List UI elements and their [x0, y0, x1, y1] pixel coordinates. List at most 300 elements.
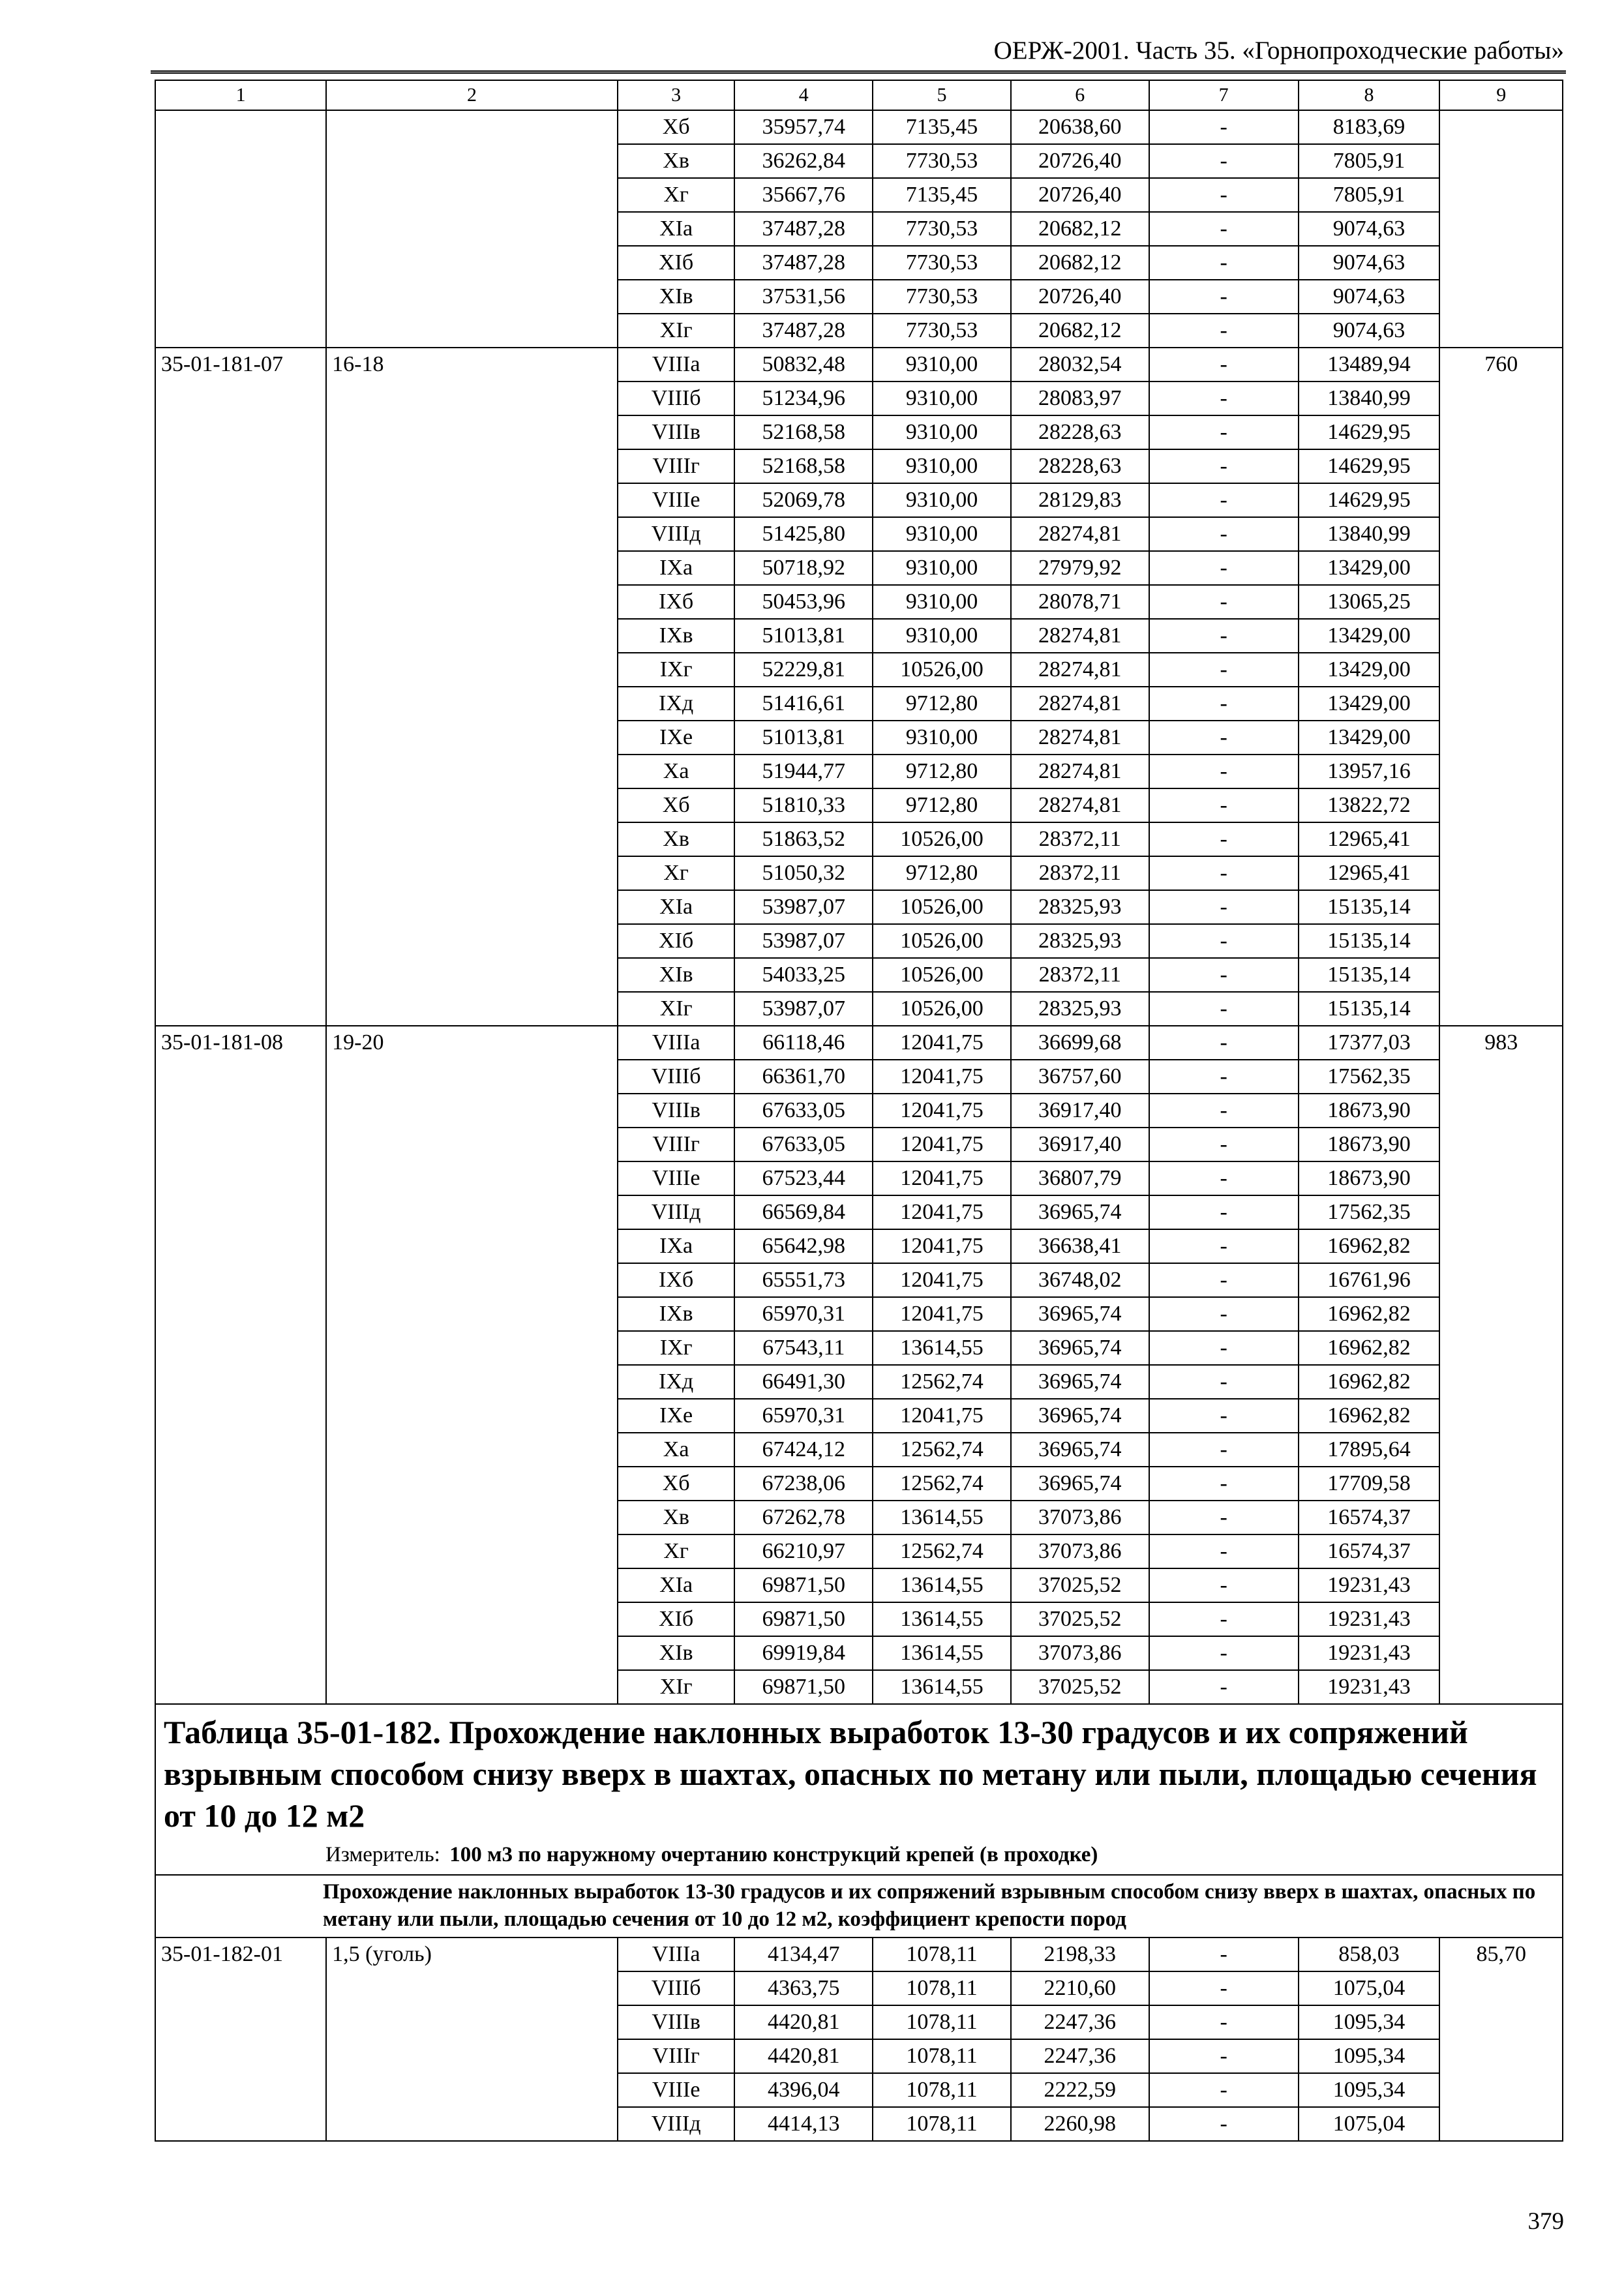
data-cell: 50832,48	[734, 348, 873, 382]
data-cell: 53987,07	[734, 890, 873, 924]
data-cell: 13614,55	[873, 1568, 1011, 1602]
data-cell: 37073,86	[1011, 1534, 1149, 1568]
data-cell: 51234,96	[734, 382, 873, 415]
data-cell: -	[1149, 788, 1299, 822]
data-cell: 16761,96	[1299, 1263, 1440, 1297]
data-cell: Xг	[618, 178, 734, 212]
data-cell: 1075,04	[1299, 2107, 1440, 2141]
data-cell: IXд	[618, 1365, 734, 1399]
data-cell: 13957,16	[1299, 755, 1440, 788]
data-cell: 9310,00	[873, 585, 1011, 619]
data-cell: 66491,30	[734, 1365, 873, 1399]
data-cell: 17562,35	[1299, 1195, 1440, 1229]
table-body-182	[155, 1937, 1563, 2141]
data-cell: 12562,74	[873, 1365, 1011, 1399]
data-cell: IXб	[618, 1263, 734, 1297]
data-cell: 13614,55	[873, 1602, 1011, 1636]
data-cell: 52069,78	[734, 483, 873, 517]
data-cell: 4134,47	[734, 1937, 873, 1971]
data-cell: 1095,34	[1299, 2039, 1440, 2073]
data-cell: 15135,14	[1299, 890, 1440, 924]
data-cell: 9074,63	[1299, 280, 1440, 314]
page-number: 379	[1527, 2208, 1564, 2235]
data-cell: 14629,95	[1299, 449, 1440, 483]
data-cell: 13429,00	[1299, 687, 1440, 721]
data-cell: 28274,81	[1011, 619, 1149, 653]
data-cell: 12041,75	[873, 1263, 1011, 1297]
table-title-cell	[155, 1704, 1563, 1875]
data-cell: 16962,82	[1299, 1365, 1440, 1399]
data-cell: 28325,93	[1011, 890, 1149, 924]
header-rule	[151, 70, 1566, 74]
data-cell: 9310,00	[873, 721, 1011, 755]
data-cell: -	[1149, 212, 1299, 246]
data-cell: 12041,75	[873, 1195, 1011, 1229]
data-cell: -	[1149, 348, 1299, 382]
data-cell: 52229,81	[734, 653, 873, 687]
data-cell: 4363,75	[734, 1971, 873, 2005]
data-cell: -	[1149, 2005, 1299, 2039]
data-cell: 67262,78	[734, 1501, 873, 1534]
data-cell: VIIIе	[618, 483, 734, 517]
data-cell: 10526,00	[873, 822, 1011, 856]
data-cell: 36638,41	[1011, 1229, 1149, 1263]
data-cell: 12041,75	[873, 1399, 1011, 1433]
data-cell: -	[1149, 1433, 1299, 1467]
data-cell: 51863,52	[734, 822, 873, 856]
data-cell: 12562,74	[873, 1433, 1011, 1467]
data-cell: 67633,05	[734, 1094, 873, 1128]
data-cell: 12041,75	[873, 1128, 1011, 1161]
data-cell: 17709,58	[1299, 1467, 1440, 1501]
data-cell: 51013,81	[734, 721, 873, 755]
data-cell: 14629,95	[1299, 483, 1440, 517]
data-cell: 2222,59	[1011, 2073, 1149, 2107]
data-cell: 9712,80	[873, 755, 1011, 788]
data-cell: IXе	[618, 721, 734, 755]
page-header: ОЕРЖ-2001. Часть 35. «Горнопроходческие работы»	[993, 37, 1564, 65]
data-cell: 1078,11	[873, 2005, 1011, 2039]
table-row	[155, 110, 1563, 144]
data-cell: 36965,74	[1011, 1433, 1149, 1467]
data-cell: 28228,63	[1011, 415, 1149, 449]
data-cell: -	[1149, 1161, 1299, 1195]
data-cell: 28325,93	[1011, 992, 1149, 1026]
data-cell: 69919,84	[734, 1636, 873, 1670]
data-cell: 37531,56	[734, 280, 873, 314]
data-cell: 35957,74	[734, 110, 873, 144]
data-cell: IXв	[618, 619, 734, 653]
data-cell: 18673,90	[1299, 1128, 1440, 1161]
data-cell: 51013,81	[734, 619, 873, 653]
data-cell: Xв	[618, 144, 734, 178]
data-cell: 52168,58	[734, 415, 873, 449]
data-cell: VIIIд	[618, 517, 734, 551]
data-cell: -	[1149, 755, 1299, 788]
data-cell: -	[1149, 1026, 1299, 1060]
data-cell: 17895,64	[1299, 1433, 1440, 1467]
data-cell: 51416,61	[734, 687, 873, 721]
data-cell: -	[1149, 992, 1299, 1026]
data-cell: IXб	[618, 585, 734, 619]
data-cell: XIа	[618, 212, 734, 246]
data-cell: 35667,76	[734, 178, 873, 212]
data-cell: 9310,00	[873, 619, 1011, 653]
data-cell: 12562,74	[873, 1534, 1011, 1568]
data-cell: XIа	[618, 890, 734, 924]
data-cell: 13065,25	[1299, 585, 1440, 619]
data-cell: 13429,00	[1299, 619, 1440, 653]
parameter-cell: 1,5 (уголь)	[326, 1937, 618, 2141]
data-cell: 50718,92	[734, 551, 873, 585]
measure-line	[164, 1840, 1554, 1869]
data-cell: 9310,00	[873, 449, 1011, 483]
data-cell: -	[1149, 721, 1299, 755]
data-cell: 28274,81	[1011, 653, 1149, 687]
data-cell: 51425,80	[734, 517, 873, 551]
data-cell: -	[1149, 653, 1299, 687]
column-number: 5	[873, 80, 1011, 110]
data-cell: 8183,69	[1299, 110, 1440, 144]
data-cell: 7805,91	[1299, 144, 1440, 178]
data-cell: 18673,90	[1299, 1094, 1440, 1128]
data-cell: 1095,34	[1299, 2005, 1440, 2039]
data-cell: 13429,00	[1299, 551, 1440, 585]
data-cell: -	[1149, 178, 1299, 212]
data-cell: IXа	[618, 1229, 734, 1263]
data-cell: 13614,55	[873, 1670, 1011, 1704]
data-cell: -	[1149, 1467, 1299, 1501]
data-cell: -	[1149, 1534, 1299, 1568]
data-cell: IXг	[618, 1331, 734, 1365]
rate-code-cell	[155, 110, 326, 348]
data-cell: 36965,74	[1011, 1297, 1149, 1331]
data-cell: 9310,00	[873, 382, 1011, 415]
data-cell: -	[1149, 687, 1299, 721]
data-cell: VIIIв	[618, 1094, 734, 1128]
data-cell: XIб	[618, 246, 734, 280]
data-cell: 28078,71	[1011, 585, 1149, 619]
data-cell: -	[1149, 517, 1299, 551]
column-number: 7	[1149, 80, 1299, 110]
data-cell: -	[1149, 1971, 1299, 2005]
data-cell: 16962,82	[1299, 1229, 1440, 1263]
data-cell: 37073,86	[1011, 1636, 1149, 1670]
data-cell: 37487,28	[734, 314, 873, 348]
data-cell: IXа	[618, 551, 734, 585]
data-cell: 65970,31	[734, 1399, 873, 1433]
data-cell: 9712,80	[873, 856, 1011, 890]
data-cell: VIIIг	[618, 2039, 734, 2073]
data-cell: 12041,75	[873, 1026, 1011, 1060]
table-row	[155, 1026, 1563, 1060]
table-body-main	[155, 80, 1563, 1704]
data-cell: -	[1149, 1602, 1299, 1636]
data-cell: 66569,84	[734, 1195, 873, 1229]
data-cell: VIIIа	[618, 348, 734, 382]
rate-code-cell: 35-01-181-08	[155, 1026, 326, 1704]
data-cell: XIа	[618, 1568, 734, 1602]
data-cell: 36807,79	[1011, 1161, 1149, 1195]
data-cell: 1078,11	[873, 2107, 1011, 2141]
data-cell: XIв	[618, 958, 734, 992]
data-cell: 37025,52	[1011, 1670, 1149, 1704]
section-heading: Прохождение наклонных выработок 13-30 градусов и их сопряжений взрывным способом снизу вверх в шахтах, опасных по метану или пыли, площадью сечения от 10 до 12 м2, коэффициент крепости пород	[323, 1880, 1536, 1931]
data-cell: 7135,45	[873, 110, 1011, 144]
data-cell: 28129,83	[1011, 483, 1149, 517]
data-cell: VIIIб	[618, 382, 734, 415]
data-cell: VIIIе	[618, 1161, 734, 1195]
data-cell: 28274,81	[1011, 517, 1149, 551]
table-182-title-block	[155, 1704, 1563, 1937]
data-cell: -	[1149, 1670, 1299, 1704]
data-cell: 13429,00	[1299, 653, 1440, 687]
data-cell: -	[1149, 1263, 1299, 1297]
data-cell: 12041,75	[873, 1229, 1011, 1263]
column-number: 9	[1439, 80, 1563, 110]
data-cell: VIIIг	[618, 1128, 734, 1161]
data-cell: VIIIв	[618, 415, 734, 449]
data-cell: 13840,99	[1299, 517, 1440, 551]
data-cell: 51050,32	[734, 856, 873, 890]
data-cell: -	[1149, 246, 1299, 280]
data-cell: Xв	[618, 822, 734, 856]
data-cell: 10526,00	[873, 890, 1011, 924]
data-cell: -	[1149, 382, 1299, 415]
data-cell: 20726,40	[1011, 178, 1149, 212]
data-cell: -	[1149, 1636, 1299, 1670]
data-cell: 12562,74	[873, 1467, 1011, 1501]
data-cell: 69871,50	[734, 1568, 873, 1602]
data-cell: 1078,11	[873, 1971, 1011, 2005]
data-cell: 37487,28	[734, 212, 873, 246]
data-cell: 2198,33	[1011, 1937, 1149, 1971]
data-cell: 36699,68	[1011, 1026, 1149, 1060]
data-cell: 4420,81	[734, 2005, 873, 2039]
data-cell: Xг	[618, 856, 734, 890]
data-cell: XIв	[618, 1636, 734, 1670]
data-cell: Xб	[618, 1467, 734, 1501]
data-cell: 65551,73	[734, 1263, 873, 1297]
data-cell: IXг	[618, 653, 734, 687]
data-cell: -	[1149, 958, 1299, 992]
parameter-cell: 19-20	[326, 1026, 618, 1704]
data-cell: 67633,05	[734, 1128, 873, 1161]
data-cell: -	[1149, 1331, 1299, 1365]
data-cell: 66118,46	[734, 1026, 873, 1060]
data-cell: 67543,11	[734, 1331, 873, 1365]
data-cell: 36965,74	[1011, 1399, 1149, 1433]
data-cell: -	[1149, 314, 1299, 348]
data-cell: -	[1149, 2039, 1299, 2073]
data-cell: 12041,75	[873, 1060, 1011, 1094]
data-cell: 28228,63	[1011, 449, 1149, 483]
data-cell: 9310,00	[873, 483, 1011, 517]
data-cell: 53987,07	[734, 992, 873, 1026]
data-cell: 16962,82	[1299, 1399, 1440, 1433]
data-cell: 36965,74	[1011, 1365, 1149, 1399]
data-cell: 36965,74	[1011, 1467, 1149, 1501]
data-cell: 36965,74	[1011, 1195, 1149, 1229]
measure-label: Измеритель:	[325, 1843, 440, 1866]
column-number: 6	[1011, 80, 1149, 110]
data-cell: -	[1149, 1128, 1299, 1161]
data-cell: 17562,35	[1299, 1060, 1440, 1094]
table-title: Таблица 35-01-182. Прохождение наклонных выработок 13-30 градусов и их сопряжений взрывным способом снизу вверх в шахтах, опасных по метану или пыли, площадью сечения от 10 до 12 м2	[164, 1714, 1537, 1834]
data-cell: 13840,99	[1299, 382, 1440, 415]
data-cell: 13614,55	[873, 1501, 1011, 1534]
data-cell: 16574,37	[1299, 1534, 1440, 1568]
data-cell: 7730,53	[873, 314, 1011, 348]
data-cell: 69871,50	[734, 1602, 873, 1636]
data-cell: -	[1149, 1094, 1299, 1128]
data-cell: 67523,44	[734, 1161, 873, 1195]
data-cell: 51810,33	[734, 788, 873, 822]
data-cell: 37025,52	[1011, 1602, 1149, 1636]
data-cell: 7730,53	[873, 246, 1011, 280]
data-cell: VIIIв	[618, 2005, 734, 2039]
data-cell: 20682,12	[1011, 212, 1149, 246]
data-cell: VIIIб	[618, 1971, 734, 2005]
data-cell: -	[1149, 2107, 1299, 2141]
column-number-row	[155, 80, 1563, 110]
data-cell: 20726,40	[1011, 280, 1149, 314]
data-cell: 28032,54	[1011, 348, 1149, 382]
data-cell: -	[1149, 822, 1299, 856]
data-cell: -	[1149, 619, 1299, 653]
data-cell: 9310,00	[873, 551, 1011, 585]
data-cell: 12041,75	[873, 1094, 1011, 1128]
data-cell: 10526,00	[873, 653, 1011, 687]
data-cell: XIб	[618, 924, 734, 958]
data-cell: 51944,77	[734, 755, 873, 788]
data-cell: -	[1149, 144, 1299, 178]
data-cell: 36757,60	[1011, 1060, 1149, 1094]
data-cell: 20682,12	[1011, 246, 1149, 280]
data-cell: 13614,55	[873, 1331, 1011, 1365]
data-cell: -	[1149, 2073, 1299, 2107]
data-cell: 28372,11	[1011, 822, 1149, 856]
data-cell: Xб	[618, 788, 734, 822]
data-cell: 28274,81	[1011, 755, 1149, 788]
extra-cell	[1439, 110, 1563, 348]
data-cell: 65642,98	[734, 1229, 873, 1263]
data-cell: VIIIб	[618, 1060, 734, 1094]
data-cell: 18673,90	[1299, 1161, 1440, 1195]
data-cell: 9310,00	[873, 348, 1011, 382]
data-cell: 12041,75	[873, 1297, 1011, 1331]
data-cell: -	[1149, 856, 1299, 890]
data-cell: -	[1149, 415, 1299, 449]
data-cell: 7730,53	[873, 212, 1011, 246]
data-cell: 28372,11	[1011, 958, 1149, 992]
data-cell: 12041,75	[873, 1161, 1011, 1195]
column-number: 8	[1299, 80, 1440, 110]
data-cell: VIIIг	[618, 449, 734, 483]
rate-code-cell: 35-01-181-07	[155, 348, 326, 1026]
data-cell: -	[1149, 1060, 1299, 1094]
data-cell: XIг	[618, 992, 734, 1026]
data-cell: 16962,82	[1299, 1297, 1440, 1331]
data-cell: 13614,55	[873, 1636, 1011, 1670]
data-cell: 2210,60	[1011, 1971, 1149, 2005]
data-cell: 19231,43	[1299, 1602, 1440, 1636]
data-cell: 37487,28	[734, 246, 873, 280]
data-cell: 37073,86	[1011, 1501, 1149, 1534]
table-row	[155, 1937, 1563, 1971]
data-cell: -	[1149, 924, 1299, 958]
data-cell: 28274,81	[1011, 687, 1149, 721]
data-cell: 28274,81	[1011, 721, 1149, 755]
data-cell: 50453,96	[734, 585, 873, 619]
data-cell: 10526,00	[873, 924, 1011, 958]
data-cell: 9310,00	[873, 517, 1011, 551]
data-cell: Xа	[618, 1433, 734, 1467]
data-cell: 1078,11	[873, 2039, 1011, 2073]
data-cell: 53987,07	[734, 924, 873, 958]
data-cell: VIIIд	[618, 1195, 734, 1229]
data-cell: 1075,04	[1299, 1971, 1440, 2005]
column-number: 4	[734, 80, 873, 110]
data-cell: -	[1149, 449, 1299, 483]
data-cell: 67238,06	[734, 1467, 873, 1501]
data-cell: 54033,25	[734, 958, 873, 992]
data-cell: 28325,93	[1011, 924, 1149, 958]
data-cell: 4414,13	[734, 2107, 873, 2141]
data-cell: -	[1149, 551, 1299, 585]
data-cell: 37025,52	[1011, 1568, 1149, 1602]
data-cell: VIIIе	[618, 2073, 734, 2107]
data-cell: 7730,53	[873, 144, 1011, 178]
data-cell: 66210,97	[734, 1534, 873, 1568]
data-cell: 36262,84	[734, 144, 873, 178]
data-cell: 19231,43	[1299, 1670, 1440, 1704]
data-cell: 9310,00	[873, 415, 1011, 449]
data-cell: 15135,14	[1299, 992, 1440, 1026]
extra-cell: 983	[1439, 1026, 1563, 1704]
data-cell: 13489,94	[1299, 348, 1440, 382]
data-cell: XIг	[618, 1670, 734, 1704]
extra-cell: 760	[1439, 348, 1563, 1026]
data-cell: 19231,43	[1299, 1636, 1440, 1670]
data-cell: 65970,31	[734, 1297, 873, 1331]
data-cell: 2247,36	[1011, 2005, 1149, 2039]
data-cell: -	[1149, 1937, 1299, 1971]
data-cell: 20726,40	[1011, 144, 1149, 178]
data-cell: XIг	[618, 314, 734, 348]
data-cell: IXд	[618, 687, 734, 721]
data-cell: 67424,12	[734, 1433, 873, 1467]
rates-table	[155, 80, 1563, 2142]
data-cell: 7805,91	[1299, 178, 1440, 212]
data-cell: XIб	[618, 1602, 734, 1636]
data-cell: 19231,43	[1299, 1568, 1440, 1602]
data-cell: 858,03	[1299, 1937, 1440, 1971]
data-cell: 17377,03	[1299, 1026, 1440, 1060]
data-cell: -	[1149, 1568, 1299, 1602]
data-cell: 16962,82	[1299, 1331, 1440, 1365]
data-cell: 9712,80	[873, 788, 1011, 822]
data-cell: 9074,63	[1299, 314, 1440, 348]
data-cell: 7135,45	[873, 178, 1011, 212]
data-cell: 27979,92	[1011, 551, 1149, 585]
data-cell: 28083,97	[1011, 382, 1149, 415]
data-cell: 10526,00	[873, 958, 1011, 992]
data-cell: -	[1149, 585, 1299, 619]
data-cell: -	[1149, 1399, 1299, 1433]
data-cell: VIIIа	[618, 1937, 734, 1971]
data-cell: 9074,63	[1299, 246, 1440, 280]
